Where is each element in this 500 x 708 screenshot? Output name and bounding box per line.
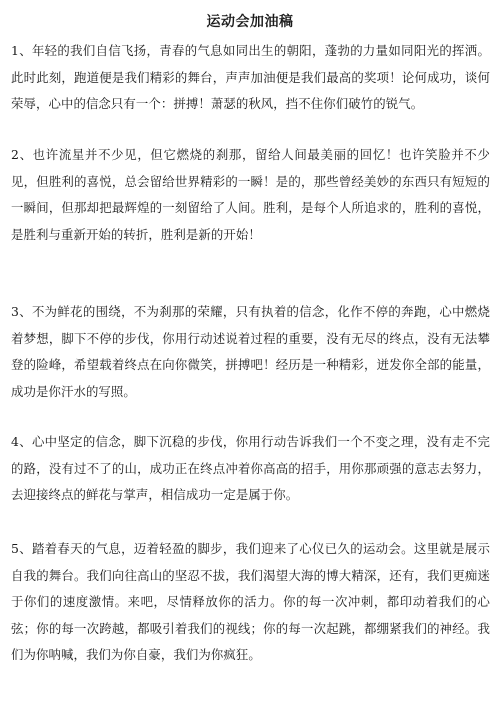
paragraph-2: 2、也许流星并不少见，但它燃烧的刹那，留给人间最美丽的回忆！也许笑脸并不少见，但胜利的喜悦，总会留给世界精彩的一瞬！是的，那些曾经美妙的东西只有短短的一瞬间，但那却把最辉煌的一刻留给了人间。胜利，是每个人所追求的，胜利的喜悦，是胜利与重新开始的转折，胜利是新的开始！: [11, 147, 490, 242]
document-title: 运动会加油稿: [206, 14, 294, 30]
paragraph-5: 5、踏着春天的气息，迈着轻盈的脚步，我们迎来了心仪已久的运动会。这里就是展示自我的舞台。我们向往高山的坚忍不拔，我们渴望大海的博大精深，还有，我们更痴迷于你们的速度激情。来吧，尽情释放你的活力。你的每一次冲刺，都印动着我们的心弦；你的每一次跨越，都吸引着我们的视线；你的每一次起跳，都绷紧我们的神经。我们为你呐喊，我们为你自豪，我们为你疯狂。: [11, 541, 490, 662]
paragraph-4: 4、心中坚定的信念，脚下沉稳的步伐，你用行动告诉我们一个不变之理，没有走不完的路，没有过不了的山，成功正在终点冲着你高高的招手，用你那顽强的意志去努力，去迎接终点的鲜花与掌声，相信成功一定是属于你。: [11, 434, 490, 502]
paragraph-3: 3、不为鲜花的围绕，不为刹那的荣耀，只有执着的信念，化作不停的奔跑，心中燃烧着梦想，脚下不停的步伐，你用行动述说着过程的重要，没有无尽的终点，没有无法攀登的险峰，希望载着终点在向你微笑，拼搏吧！经历是一种精彩，迸发你全部的能量，成功是你汗水的写照。: [11, 304, 490, 399]
paragraph-1: 1、年轻的我们自信飞扬，青春的气息如同出生的朝阳，蓬勃的力量如同阳光的挥洒。此时此刻，跑道便是我们精彩的舞台，声声加油便是我们最高的奖项！论何成功，谈何荣辱，心中的信念只有一个：拼搏！萧瑟的秋风，挡不住你们破竹的锐气。: [11, 43, 490, 111]
